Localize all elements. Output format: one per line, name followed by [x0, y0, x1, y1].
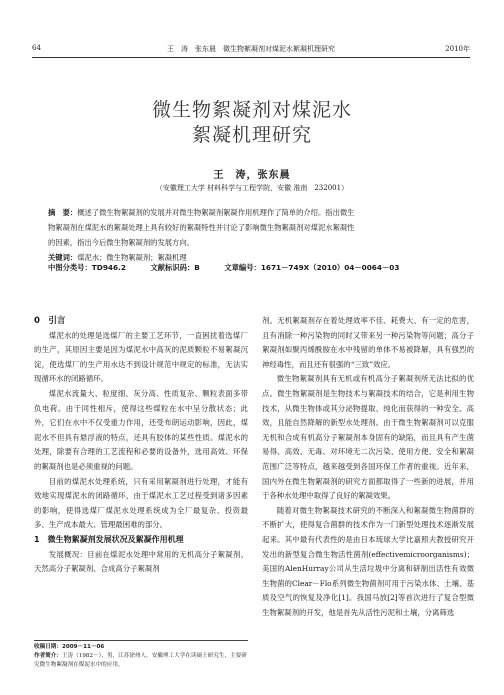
left-column — [34, 314, 248, 577]
header-rule — [32, 57, 470, 58]
page-number: 64 — [32, 44, 41, 52]
received-text: 收稿日期：2009－11－06 — [34, 644, 105, 650]
title-line-2: 絮凝机理研究 — [191, 124, 312, 146]
author-bio — [34, 652, 248, 670]
keywords-text: 煤泥水；微生物絮凝剂；絮凝机理 — [77, 253, 187, 262]
right-column — [262, 314, 474, 620]
clc-number: 中图分类号：TD946.2 — [48, 263, 126, 272]
abstract-text-1: 概述了微生物絮凝剂的发展并对微生物絮凝剂絮凝作用机理作了简单的介绍。指出微生 — [77, 208, 355, 217]
paragraph: 随着对微生物絮凝技术研究的不断深入和絮凝微生物菌群的不断扩大，使得复合菌群的技术作为一门新型处理技术逐渐发展起来。其中最有代表性的是由日本琉球大学比嘉照夫教授研究开发出的新型复合微生物活性菌剂(effectivemicroorganisms)；美国的AlenHurray公司从生活垃圾中分离和研制出活性有效微生物菌的Clear－Flo系列微生物菌剂可用于污染水体、土壤、基质及空气的恢复及净化[1]。我国马放[2]等首次进行了复合型微生物絮凝剂的开发，他是首先从活性污泥和土壤，分离筛选 — [262, 505, 474, 617]
running-header — [32, 44, 470, 56]
abstract-block — [48, 205, 456, 265]
paper-title — [0, 98, 504, 148]
abstract-line-1 — [48, 205, 456, 220]
section-heading-1: 1 微生物絮凝剂发展状况及絮凝作用机理 — [34, 534, 184, 544]
issue-year: 2010年 — [445, 45, 470, 53]
article-number: 文章编号：1671－749X（2010）04－0064－03 — [224, 263, 400, 272]
footnote-rule — [34, 640, 248, 641]
section-heading-intro: 0 引言 — [34, 316, 66, 326]
bio-text: 王涛（1982－），男，江苏徐州人，安徽理工大学在读硕士研究生，主要研究微生物絮凝剂在煤泥水中的应用。 — [34, 653, 247, 668]
received-date — [34, 643, 248, 652]
classification-line — [48, 263, 464, 273]
bio-label: 作者简介： — [34, 653, 62, 659]
abstract-line-3: 的因素，指出今后微生物絮凝剂的发展方向。 — [48, 238, 194, 247]
keywords-label: 关键词： — [48, 253, 78, 262]
affiliation: （安徽理工大学 材料科学与工程学院，安徽 淮南 232001） — [155, 184, 349, 192]
author-list: 王 涛，张东晨 — [213, 170, 291, 181]
paragraph: 煤泥水的处理是选煤厂的主要工艺环节，一直困扰着选煤厂的生产，其原因主要是因为煤泥水中高灰的泥质颗粒不易絮凝沉淀，使选煤厂的生产用水达不到设计规范中规定的标准，无法实现循环水的闭路循环。 — [34, 330, 248, 384]
paragraph: 煤泥水流量大、粒度细、灰分高、性质复杂、颗粒表面多带负电荷。由于同性相斥，使得这些煤粒在水中呈分散状态；此外，它们在水中不仅受重力作用，还受布朗运动影响，因此，煤泥水不但具有悬浮液的特点，还具有胶体的某些性质。煤泥水的处理，除要有合理的工艺流程和必要的设备外，选用高效、环保的絮凝剂也是必须重视的问题。 — [34, 388, 248, 471]
paragraph: 发展概况：目前在煤泥水处理中常用的无机高分子絮凝剂、天然高分子絮凝剂、合成高分子絮凝剂 — [34, 549, 248, 574]
paragraph: 目前的煤泥水处理系统，只有采用絮凝剂进行处理，才能有效地实现煤泥水的闭路循环，由于煤泥水工艺过程受到诸多因素的影响，使得选煤厂煤泥水处理系统成为全厂最复杂、投资最多、生产成本最大、管理最困难的部分。 — [34, 476, 248, 530]
title-line-1: 微生物絮凝剂对煤泥水 — [151, 99, 352, 121]
document-code: 文献标识码：B — [150, 263, 200, 272]
paragraph: 剂。无机絮凝剂存在着处理效率不佳、耗费大、有一定的危害，且有消除一种污染物的同时又带来另一种污染物等问题；高分子絮凝剂如聚丙烯酰胺在水中残留的单体不易被降解，具有强烈的神经毒性，而且还有很强的“三致”效应。 — [262, 316, 474, 369]
paragraph: 微生物絮凝剂具有无机或有机高分子絮凝剂所无法比拟的优点。微生物絮凝剂是生物技术与絮凝技术的结合，它是利用生物技术，从微生物体或其分泌物提取、纯化而获得的一种安全、高效，且能自然降解的新型水处理剂。由于微生物絮凝剂可以克服无机和合成有机高分子絮凝剂本身固有的缺陷，而且具有产生菌易得、高效、无毒、对环境无二次污染、使用方便、安全和絮凝范围广泛等特点，越来越受到各国环保工作者的重视。近年来，国内外在微生物絮凝剂的研究方面都取得了一些新的进展，并用于各种水处理中取得了良好的絮凝效果。 — [262, 374, 474, 501]
abstract-line-2: 物絮凝剂在煤泥水的絮凝处理上具有较好的絮凝特性并讨论了影响微生物絮凝剂对煤泥水絮凝性 — [48, 223, 355, 232]
abstract-label: 摘 要： — [48, 208, 78, 217]
running-title: 王 涛 张东晨 微生物絮凝剂对煤泥水絮凝机理研究 — [167, 45, 335, 53]
footnote — [34, 643, 248, 670]
